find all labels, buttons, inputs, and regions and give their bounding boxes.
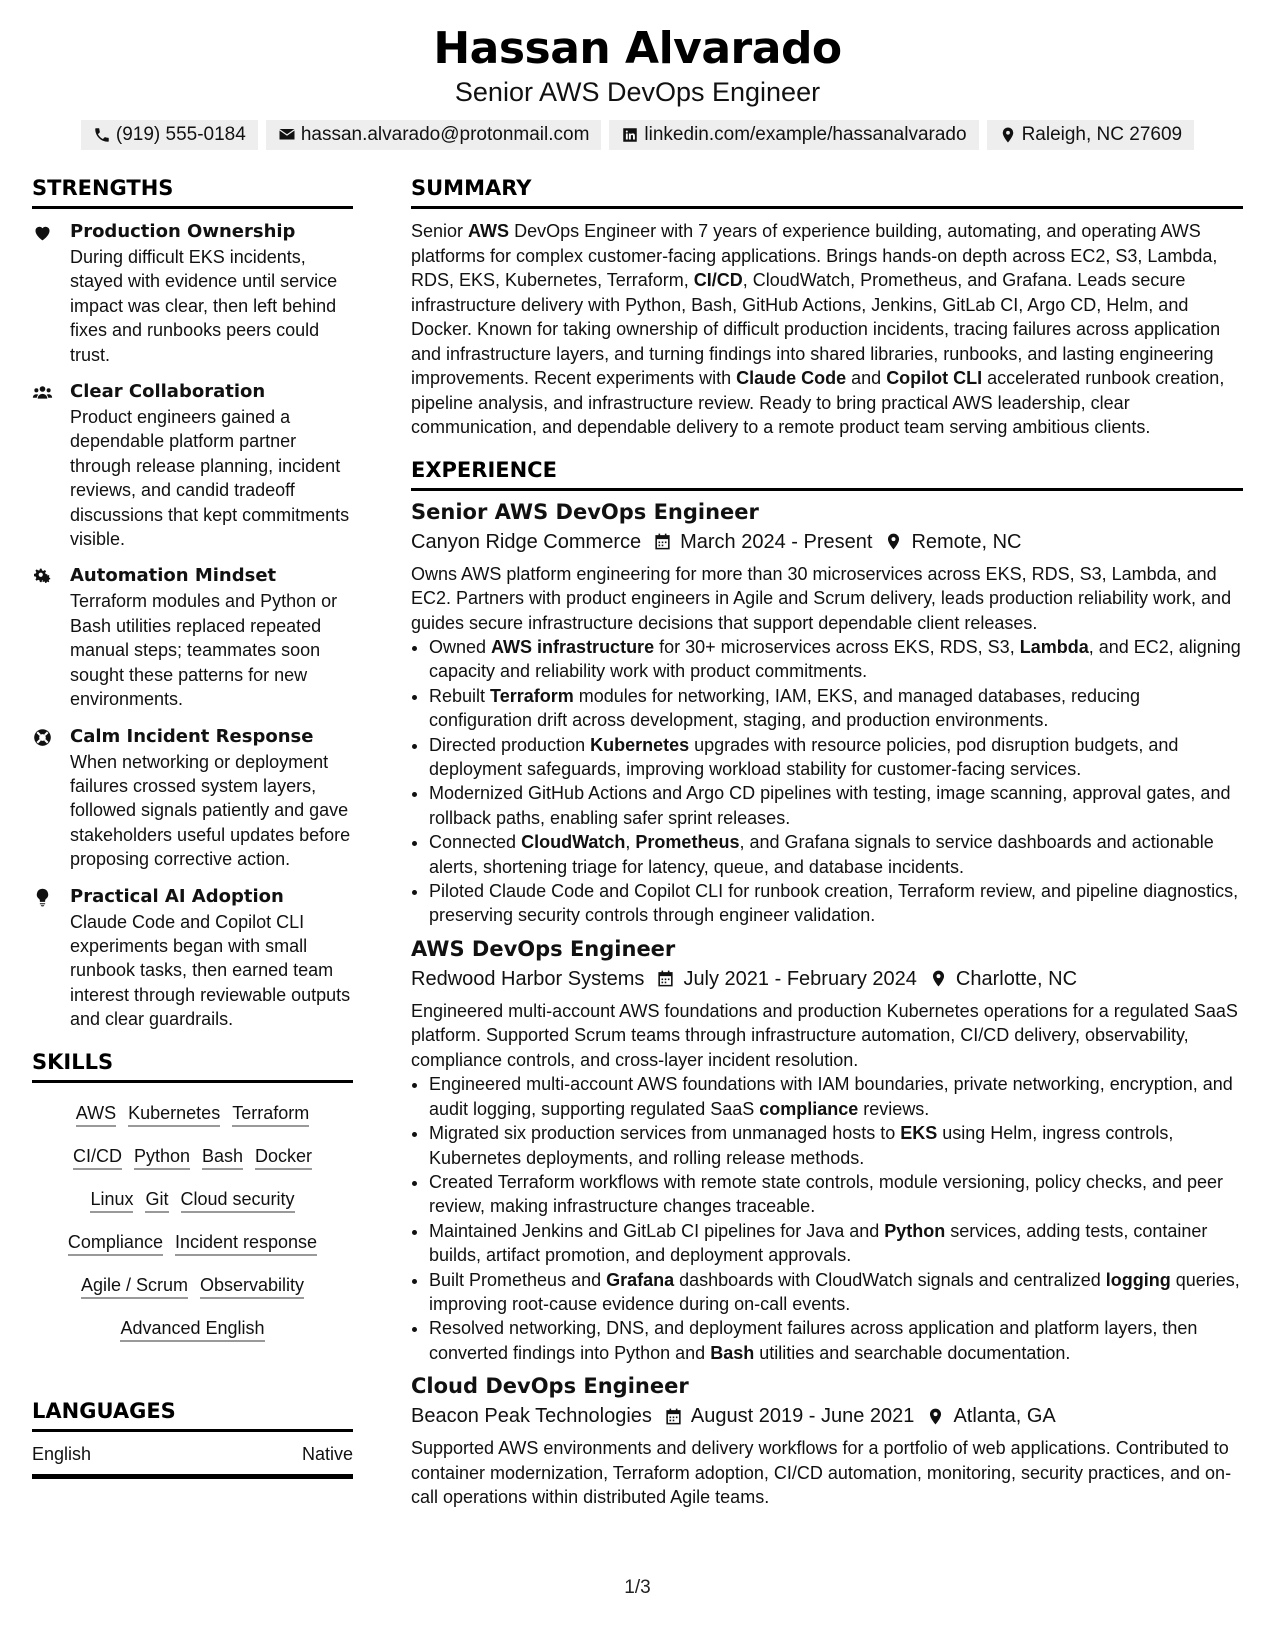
- right-column: [411, 172, 1243, 1510]
- skill-tag: Observability: [200, 1273, 304, 1299]
- calendar-icon: [664, 1407, 683, 1426]
- contact-email[interactable]: [266, 120, 602, 150]
- languages-heading: LANGUAGES: [32, 1395, 353, 1432]
- skills-heading: SKILLS: [32, 1046, 353, 1083]
- job-bullet: • Migrated six production services from unmanaged hosts to EKS using Helm, ingress controls, Kubernetes deployments, and rolling release methods.: [429, 1121, 1243, 1170]
- summary-heading: SUMMARY: [411, 172, 1243, 209]
- strength-item: [32, 379, 353, 551]
- skill-tag: Terraform: [232, 1101, 309, 1127]
- map-pin-icon: [999, 126, 1017, 144]
- language-row: [32, 1436, 353, 1479]
- job-bullet: • Owned AWS infrastructure for 30+ microservices across EKS, RDS, S3, Lambda, and EC2, aligning capacity and reliability work with product commitments.: [429, 635, 1243, 684]
- language-name: English: [32, 1443, 92, 1464]
- lightbulb-icon: [32, 884, 70, 1032]
- strength-item: [32, 884, 353, 1032]
- skill-tag: Compliance: [68, 1230, 163, 1256]
- map-pin-icon: [926, 1407, 945, 1426]
- envelope-icon: [278, 126, 296, 144]
- skills-row: [40, 1138, 345, 1181]
- job-company: Canyon Ridge Commerce: [411, 530, 642, 553]
- phone-text: (919) 555-0184: [115, 124, 246, 145]
- skill-tag: Linux: [90, 1187, 133, 1213]
- job-bullet: • Connected CloudWatch, Prometheus, and Grafana signals to service dashboards and actionable alerts, shortening triage for latency, queue, and database incidents.: [429, 830, 1243, 879]
- strength-description: Terraform modules and Python or Bash utilities replaced repeated manual steps; teammates soon sought these patterns for new environments.: [70, 591, 338, 710]
- job-bullet: • Maintained Jenkins and GitLab CI pipelines for Java and Python services, adding tests, container builds, artifact promotion, and deployment approvals.: [429, 1219, 1243, 1268]
- resume-header: [0, 0, 1275, 150]
- gears-icon: [32, 563, 70, 711]
- strength-title: Clear Collaboration: [70, 381, 266, 403]
- job-description: Supported AWS environments and delivery workflows for a portfolio of web applications. Contributed to container modernization, Terraform adoption, CI/CD automation, monitoring, security practices, and on-call operations within distributed Agile teams.: [411, 1438, 1232, 1508]
- users-icon: [32, 379, 70, 551]
- location-text: Raleigh, NC 27609: [1021, 124, 1183, 145]
- job-bullet: • Created Terraform workflows with remote state controls, module versioning, policy checks, and peer review, making infrastructure changes traceable.: [429, 1170, 1243, 1219]
- job-bullets: [411, 1072, 1243, 1365]
- skills-row: [40, 1095, 345, 1138]
- job-location: Charlotte, NC: [955, 967, 1078, 990]
- skill-tag: CI/CD: [73, 1144, 122, 1170]
- strength-description: Product engineers gained a dependable platform partner through release planning, incident reviews, and candid tradeoff discussions that kept commitments visible.: [70, 407, 350, 550]
- calendar-icon: [656, 969, 675, 988]
- skill-tag: Cloud security: [181, 1187, 295, 1213]
- job-meta: [411, 527, 1243, 557]
- skills-list: [32, 1093, 353, 1353]
- job-entry: [411, 934, 1243, 1365]
- job-bullet: • Engineered multi-account AWS foundations with IAM boundaries, private networking, encryption, and audit logging, supporting regulated SaaS compliance reviews.: [429, 1072, 1243, 1121]
- linkedin-icon: [621, 126, 639, 144]
- job-entry: [411, 497, 1243, 928]
- life-ring-icon: [32, 724, 70, 872]
- strength-item: [32, 724, 353, 872]
- job-bullet: • Rebuilt Terraform modules for networking, IAM, EKS, and managed databases, reducing configuration drift across development, staging, and production environments.: [429, 684, 1243, 733]
- job-title: Cloud DevOps Engineer: [411, 1374, 689, 1399]
- strength-item: [32, 563, 353, 711]
- strength-title: Automation Mindset: [70, 565, 277, 587]
- job-location: Atlanta, GA: [953, 1405, 1056, 1428]
- strength-title: Production Ownership: [70, 221, 296, 242]
- jobs-list: [411, 497, 1243, 1510]
- languages-list: [32, 1436, 353, 1479]
- resume-body: [32, 172, 1243, 1510]
- skill-tag: Bash: [202, 1144, 243, 1170]
- skill-tag: Docker: [255, 1144, 312, 1170]
- map-pin-icon: [929, 969, 948, 988]
- job-entry: [411, 1371, 1243, 1510]
- email-text: hassan.alvarado@protonmail.com: [300, 124, 590, 145]
- strengths-heading: STRENGTHS: [32, 172, 353, 209]
- job-dates: July 2021 - February 2024: [683, 967, 917, 990]
- calendar-icon: [653, 532, 672, 551]
- job-description: Engineered multi-account AWS foundations and production Kubernetes operations for a regulated SaaS platform. Supported Scrum teams through infrastructure automation, CI/CD delivery, observability, compliance controls, and cross-layer incident resolution.: [411, 1000, 1238, 1070]
- skill-tag: AWS: [76, 1101, 116, 1127]
- strengths-list: [32, 219, 353, 1032]
- job-bullet: • Built Prometheus and Grafana dashboards with CloudWatch signals and centralized logging queries, improving root-cause evidence during on-call events.: [429, 1268, 1243, 1317]
- job-title: AWS DevOps Engineer: [411, 936, 676, 961]
- job-description: Owns AWS platform engineering for more than 30 microservices across EKS, RDS, S3, Lambda, and EC2. Partners with product engineers in Agile and Scrum delivery, leads production reliability work, and guides secure infrastructure decisions that support dependable client releases.: [411, 563, 1232, 633]
- candidate-title: Senior AWS DevOps Engineer: [454, 77, 821, 107]
- job-bullets: [411, 635, 1243, 928]
- job-bullet: • Piloted Claude Code and Copilot CLI for runbook creation, Terraform review, and pipeline diagnostics, preserving security controls through engineer validation.: [429, 879, 1243, 928]
- left-column: [32, 172, 353, 1510]
- heart-icon: [32, 219, 70, 367]
- strength-title: Practical AI Adoption: [70, 885, 284, 907]
- skill-tag: Incident response: [175, 1230, 317, 1256]
- skill-tag: Git: [145, 1187, 168, 1213]
- skills-row: [40, 1310, 345, 1353]
- skill-tag: Agile / Scrum: [81, 1273, 188, 1299]
- summary-text: Senior AWS DevOps Engineer with 7 years of experience building, automating, and operating AWS platforms for complex customer-facing applications. Brings hands-on depth across EC2, S3, Lambda, RDS, EKS, Kubernetes, Terraform, CI/CD, CloudWatch, Prometheus, and Grafana. Leads secure infrastructure delivery with Python, Bash, GitHub Actions, Jenkins, GitLab CI, Argo CD, Helm, and Docker. Known for taking ownership of difficult production incidents, tracing failures across application and infrastructure layers, and turning findings into shared libraries, runbooks, and lasting engineering improvements. Recent experiments with Claude Code and Copilot CLI accelerated runbook creation, pipeline analysis, and infrastructure review. Ready to bring practical AWS leadership, clear communication, and dependable delivery to a remote product team serving ambitious clients.: [411, 221, 1225, 437]
- strength-description: When networking or deployment failures crossed system layers, followed signals patiently and gave stakeholders useful updates before proposing corrective action.: [70, 751, 351, 870]
- job-title: Senior AWS DevOps Engineer: [411, 499, 759, 524]
- map-pin-icon: [884, 532, 903, 551]
- job-bullet: • Modernized GitHub Actions and Argo CD pipelines with testing, image scanning, approval gates, and rollback paths, enabling safer sprint releases.: [429, 781, 1243, 830]
- job-company: Beacon Peak Technologies: [411, 1405, 652, 1428]
- job-meta: [411, 1401, 1243, 1431]
- job-bullet: • Directed production Kubernetes upgrades with resource policies, pod disruption budgets, and deployment safeguards, improving workload stability for customer-facing services.: [429, 733, 1243, 782]
- skills-row: [40, 1224, 345, 1267]
- strength-description: Claude Code and Copilot CLI experiments began with small runbook tasks, then earned team interest through reviewable outputs and clear guardrails.: [70, 911, 351, 1030]
- job-dates: March 2024 - Present: [680, 530, 873, 553]
- page-number: 1/3: [624, 1577, 651, 1598]
- job-location: Remote, NC: [911, 530, 1022, 553]
- skill-tag: Kubernetes: [128, 1101, 220, 1127]
- language-level: Native: [301, 1443, 353, 1464]
- contact-linkedin[interactable]: [609, 120, 978, 150]
- skill-tag: Advanced English: [120, 1316, 264, 1342]
- job-dates: August 2019 - June 2021: [690, 1405, 915, 1428]
- strength-title: Calm Incident Response: [70, 725, 314, 747]
- skill-tag: Python: [134, 1144, 190, 1170]
- phone-icon: [93, 126, 111, 144]
- experience-heading: EXPERIENCE: [411, 454, 1243, 491]
- strength-item: [32, 219, 353, 367]
- skills-row: [40, 1267, 345, 1310]
- contact-location: [987, 120, 1195, 150]
- skills-row: [40, 1181, 345, 1224]
- contact-phone[interactable]: [81, 120, 258, 150]
- contact-bar: [0, 120, 1275, 150]
- job-meta: [411, 964, 1243, 994]
- linkedin-text: linkedin.com/example/hassanalvarado: [644, 124, 967, 145]
- strength-description: During difficult EKS incidents, stayed with evidence until service impact was clear, then left behind fixes and runbooks peers could trust.: [70, 247, 338, 365]
- job-company: Redwood Harbor Systems: [411, 967, 645, 990]
- candidate-name: Hassan Alvarado: [433, 23, 842, 74]
- job-bullet: • Resolved networking, DNS, and deployment failures across application and platform layers, then converted findings into Python and Bash utilities and searchable documentation.: [429, 1316, 1243, 1365]
